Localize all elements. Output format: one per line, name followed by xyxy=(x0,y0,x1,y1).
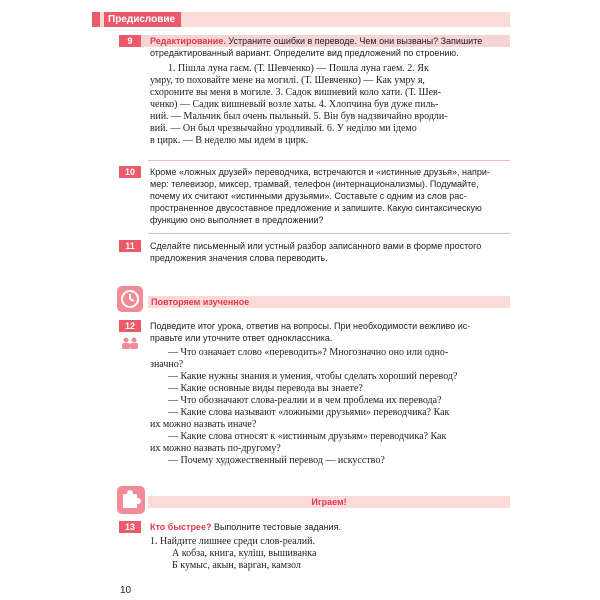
clock-icon xyxy=(117,286,143,312)
sentence-line: схороните вы меня в могиле. 3. Садок вишневий коло хати. (Т. Шев- xyxy=(150,87,442,98)
task-10-text xyxy=(150,166,510,226)
task-11 xyxy=(92,240,510,268)
sentence-line: вий. — Он был чрезвычайно уродливый. 6. У неділю ми ідемо xyxy=(150,123,417,134)
task-10-line: пространенное двусоставное предложение и запишите. Какую синтаксическую xyxy=(150,203,482,213)
task-13-instruction: Выполните тестовые задания. xyxy=(211,522,341,532)
page-number: 10 xyxy=(120,585,132,596)
divider xyxy=(148,233,510,234)
task-13-lead: Кто быстрее? xyxy=(150,522,212,532)
task-12-text xyxy=(150,320,510,344)
page-title: Предисловие xyxy=(104,12,181,27)
question-line: — Что обозначают слова-реалии и в чем проблема их перевода? xyxy=(168,395,442,406)
test-option-b: Б кумыс, акын, варган, камзол xyxy=(172,560,301,571)
task-11-text xyxy=(150,240,510,264)
sentence-line: умру, то поховайте мене на могилі. (Т. Шевченко) — Как умру я, xyxy=(150,75,425,86)
task-13-items xyxy=(150,536,510,572)
task-13 xyxy=(92,521,510,581)
test-option-a: А кобза, книга, куліш, вышиванка xyxy=(172,548,317,559)
question-line: — Почему художественный перевод — искусство? xyxy=(168,455,385,466)
task-9-sentences xyxy=(150,63,510,147)
task-9-text xyxy=(150,35,510,59)
question-line: их можно назвать по-другому? xyxy=(150,443,281,454)
task-12-line: Подведите итог урока, ответив на вопросы. При необходимости вежливо ис- xyxy=(150,321,471,331)
question-line: — Какие слова называют «ложными друзьями» переводчика? Как xyxy=(168,407,450,418)
task-12 xyxy=(92,320,510,480)
task-11-line: Сделайте письменный или устный разбор записанного вами в форме простого xyxy=(150,241,482,251)
pair-work-icon xyxy=(120,336,140,348)
task-13-text xyxy=(150,521,510,533)
sentence-line: 1. Пішла луна гаєм. (Т. Шевченко) — Пошла луна гаем. 2. Як xyxy=(168,63,429,74)
task-9-text2: отредактированный вариант. Определите вид предложений по строению. xyxy=(150,48,459,58)
header-accent xyxy=(92,12,100,27)
task-9-lead: Редактирование. xyxy=(150,36,226,46)
question-line: — Что означает слово «переводить»? Многозначно оно или одно- xyxy=(168,347,449,358)
task-10-line: мер: телевизор, миксер, трамвай, телефон (интернационализмы). Подумайте, xyxy=(150,179,479,189)
task-11-number: 11 xyxy=(119,240,141,252)
task-9-text1: Устраните ошибки в переводе. Чем они вызваны? Запишите xyxy=(225,36,483,46)
task-10-number: 10 xyxy=(119,166,141,178)
task-12-number: 12 xyxy=(119,320,141,332)
divider xyxy=(148,160,510,161)
test-question: 1. Найдите лишнее среди слов-реалий. xyxy=(150,536,315,547)
question-line: — Какие нужны знания и умения, чтобы сделать хороший перевод? xyxy=(168,371,458,382)
section-play-title: Играем! xyxy=(311,497,347,507)
task-10-line: Кроме «ложных друзей» переводчика, встречаются и «истинные друзья», напри- xyxy=(150,167,490,177)
task-12-questions xyxy=(150,347,510,467)
task-11-line: предложения значения слова переводить. xyxy=(150,253,328,263)
question-line: значно? xyxy=(150,359,184,370)
puzzle-icon xyxy=(117,486,145,514)
sentence-line: ний. — Мальчик был очень пыльный. 5. Він був надзвичайно вродли- xyxy=(150,111,448,122)
task-9 xyxy=(92,35,510,155)
task-10-line: функцию оно выполняет в предложении? xyxy=(150,215,324,225)
sentence-line: в цирк. — В неделю мы идем в цирк. xyxy=(150,135,309,146)
section-review-title: Повторяем изученное xyxy=(151,297,250,307)
question-line: — Какие слова относят к «истинным друзьям» переводчика? Как xyxy=(168,431,447,442)
task-13-number: 13 xyxy=(119,521,141,533)
task-10 xyxy=(92,166,510,230)
task-10-line: почему их считают «истинными друзьями». Составьте с одним из слов рас- xyxy=(150,191,467,201)
task-9-number: 9 xyxy=(119,35,141,47)
question-line: — Какие основные виды перевода вы знаете? xyxy=(168,383,363,394)
sentence-line: ченко) — Садик вишневый возле хаты. 4. Хлопчина був дуже пиль- xyxy=(150,99,439,110)
question-line: их можно назвать иначе? xyxy=(150,419,257,430)
task-12-line: правьте или уточните ответ одноклассника. xyxy=(150,333,333,343)
